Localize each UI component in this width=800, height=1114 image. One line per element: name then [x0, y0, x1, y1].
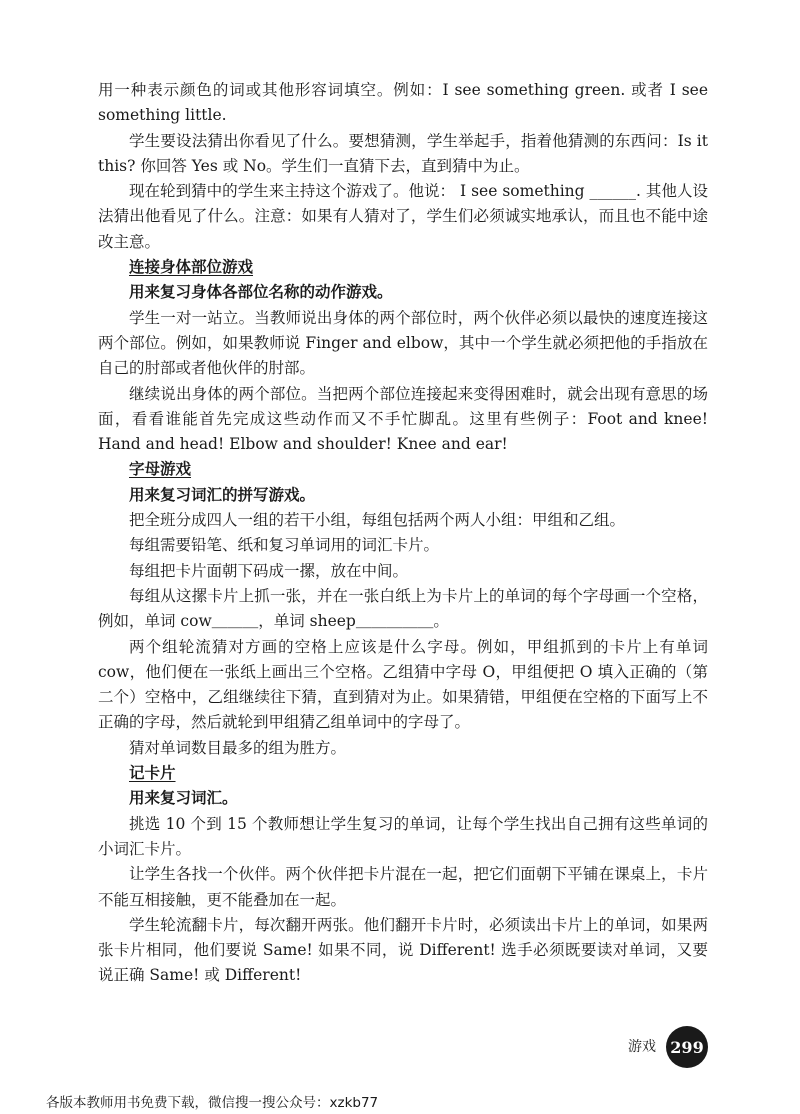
paragraph: 让学生各找一个伙伴。两个伙伴把卡片混在一起，把它们面朝下平铺在课桌上，卡片不能互相接触，更不能叠加在一起。 [98, 865, 708, 909]
paragraph: 继续说出身体的两个部位。当把两个部位连接起来变得困难时，就会出现有意思的场面，看看谁能首先完成这些动作而又不手忙脚乱。这里有些例子：Foot and knee! Hand and head! Elbow and shoulder! Knee and ear! [98, 384, 708, 454]
paragraph: 猜对单词数目最多的组为胜方。 [129, 738, 347, 757]
section-heading: 字母游戏 [129, 460, 192, 479]
footer-section-label: 游戏 [628, 1039, 656, 1055]
paragraph: 两个组轮流猜对方画的空格上应该是什么字母。例如，甲组抓到的卡片上有单词 cow，他们便在一张纸上画出三个空格。乙组猜中字母 O，甲组便把 O 填入正确的（第二个）空格中，乙组继续往下猜，直到猜对为止。如果猜错，甲组便在空格的下面写上不正确的字母，然后就轮到甲组猜乙组单词中的字母了。 [98, 637, 708, 732]
page-number-badge: 299 [666, 1026, 708, 1068]
paragraph: 每组需要铅笔、纸和复习单词用的词汇卡片。 [129, 536, 440, 555]
section-subtitle: 用来复习词汇的拼写游戏。 [129, 485, 316, 504]
paragraph: 每组把卡片面朝下码成一摞，放在中间。 [129, 561, 409, 580]
section-heading: 连接身体部位游戏 [129, 258, 254, 277]
paragraph: 挑选 10 个到 15 个教师想让学生复习的单词，让每个学生找出自己拥有这些单词的小词汇卡片。 [98, 814, 708, 858]
paragraph: 现在轮到猜中的学生来主持这个游戏了。他说： I see something ______. 其他人设法猜出他看见了什么。注意：如果有人猜对了，学生们必须诚实地承认，而且也不能中途改主意。 [98, 182, 708, 251]
paragraph: 用一种表示颜色的词或其他形容词填空。例如：I see something green. 或者 I see something little. [98, 81, 708, 125]
paragraph: 学生要设法猜出你看见了什么。要想猜测，学生举起手，指着他猜测的东西问：Is it this? 你回答 Yes 或 No。学生们一直猜下去，直到猜中为止。 [98, 131, 708, 175]
paragraph: 学生轮流翻卡片，每次翻开两张。他们翻开卡片时，必须读出卡片上的单词，如果两张卡片相同，他们要说 Same! 如果不同，说 Different! 选手必须既要读对单词，又要说正确 Same! 或 Different! [98, 915, 708, 985]
paragraph: 学生一对一站立。当教师说出身体的两个部位时，两个伙伴必须以最快的速度连接这两个部位。例如，如果教师说 Finger and elbow，其中一个学生就必须把他的手指放在自己的肘部或者他伙伴的肘部。 [98, 308, 708, 378]
paragraph: 把全班分成四人一组的若干小组，每组包括两个两人小组：甲组和乙组。 [129, 511, 626, 530]
section-subtitle: 用来复习身体各部位名称的动作游戏。 [129, 283, 393, 302]
section-subtitle: 用来复习词汇。 [129, 789, 238, 808]
page-body [98, 78, 708, 989]
paragraph: 每组从这摞卡片上抓一张，并在一张白纸上为卡片上的单词的每个字母画一个空格，例如，单词 cow＿＿＿，单词 sheep＿＿＿＿＿。 [98, 586, 708, 631]
download-watermark: 各版本教师用书免费下载，微信搜一搜公众号：xzkb77 [46, 1095, 379, 1111]
section-heading: 记卡片 [129, 764, 176, 783]
